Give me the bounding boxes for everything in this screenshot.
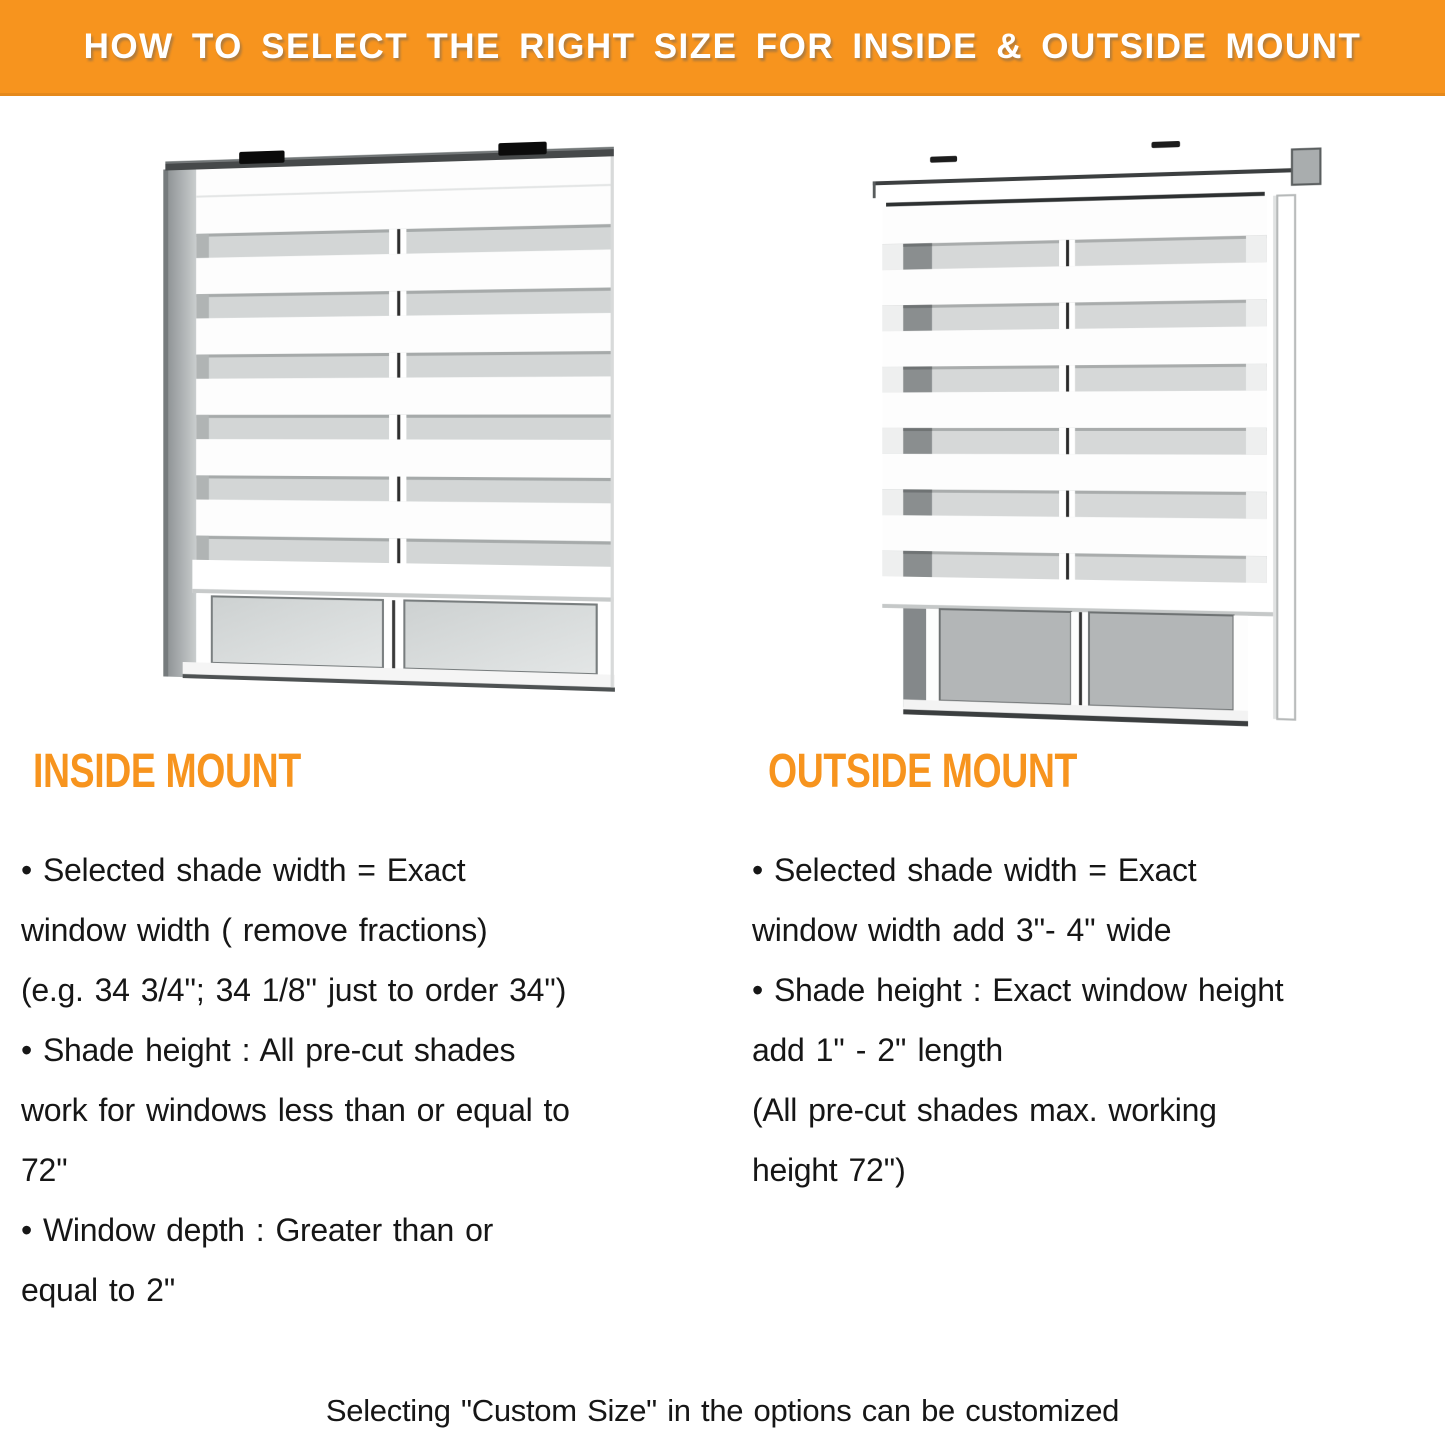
wall-mounting-line	[873, 136, 1321, 198]
sheer-band	[882, 364, 1267, 393]
outside-mount-heading-text: OUTSIDE MOUNT	[768, 745, 1078, 798]
window-panes	[903, 608, 1248, 726]
sheer-band	[882, 428, 1267, 455]
instruction-line: (All pre-cut shades max. working	[752, 1092, 1217, 1128]
instruction-line: • Window depth : Greater than or	[21, 1212, 493, 1248]
instruction-line: • Selected shade width = Exact	[752, 852, 1197, 888]
zebra-shade	[882, 192, 1273, 617]
inside-mount-window-graphic	[159, 138, 626, 710]
outside-mount-illustration	[867, 131, 1332, 736]
instruction-line: (e.g. 34 3/4''; 34 1/8'' just to order 34'')	[21, 972, 567, 1008]
instruction-line: • Shade height : All pre-cut shades	[21, 1032, 516, 1068]
instruction-line: 72''	[21, 1152, 68, 1188]
instruction-line: height 72'')	[752, 1152, 906, 1188]
instruction-line: window width ( remove fractions)	[21, 912, 488, 948]
custom-size-note: Selecting "Custom Size" in the options can be customized	[325, 1393, 1120, 1428]
sheer-band	[196, 414, 613, 439]
window-panes	[183, 594, 615, 692]
zebra-shade	[192, 156, 613, 602]
window-right-jamb	[611, 156, 614, 687]
instruction-line: equal to 2''	[21, 1272, 176, 1308]
instruction-line: work for windows less than or equal to	[21, 1092, 570, 1128]
sheer-band	[882, 489, 1267, 519]
banner-title: HOW TO SELECT THE RIGHT SIZE FOR INSIDE & OUTSIDE MOUNT	[83, 26, 1362, 66]
sheer-band	[196, 351, 613, 379]
banner	[0, 0, 1445, 96]
instruction-line: window width add 3''- 4'' wide	[752, 912, 1172, 948]
outside-mount-window-graphic	[867, 131, 1332, 736]
inside-mount-instructions	[21, 840, 731, 1320]
instruction-line: • Shade height : Exact window height	[752, 972, 1284, 1008]
inside-mount-illustration	[159, 138, 626, 710]
window-frame	[163, 169, 196, 678]
inside-mount-heading-text: INSIDE MOUNT	[33, 745, 301, 798]
outside-mount-instructions	[752, 840, 1445, 1200]
instruction-line: add 1'' - 2'' length	[752, 1032, 1003, 1068]
outside-mount-heading	[768, 744, 1164, 799]
inside-mount-heading	[33, 744, 376, 799]
wall-return-strip	[1273, 195, 1295, 720]
instruction-line: • Selected shade width = Exact	[21, 852, 466, 888]
sheer-band	[196, 475, 613, 503]
